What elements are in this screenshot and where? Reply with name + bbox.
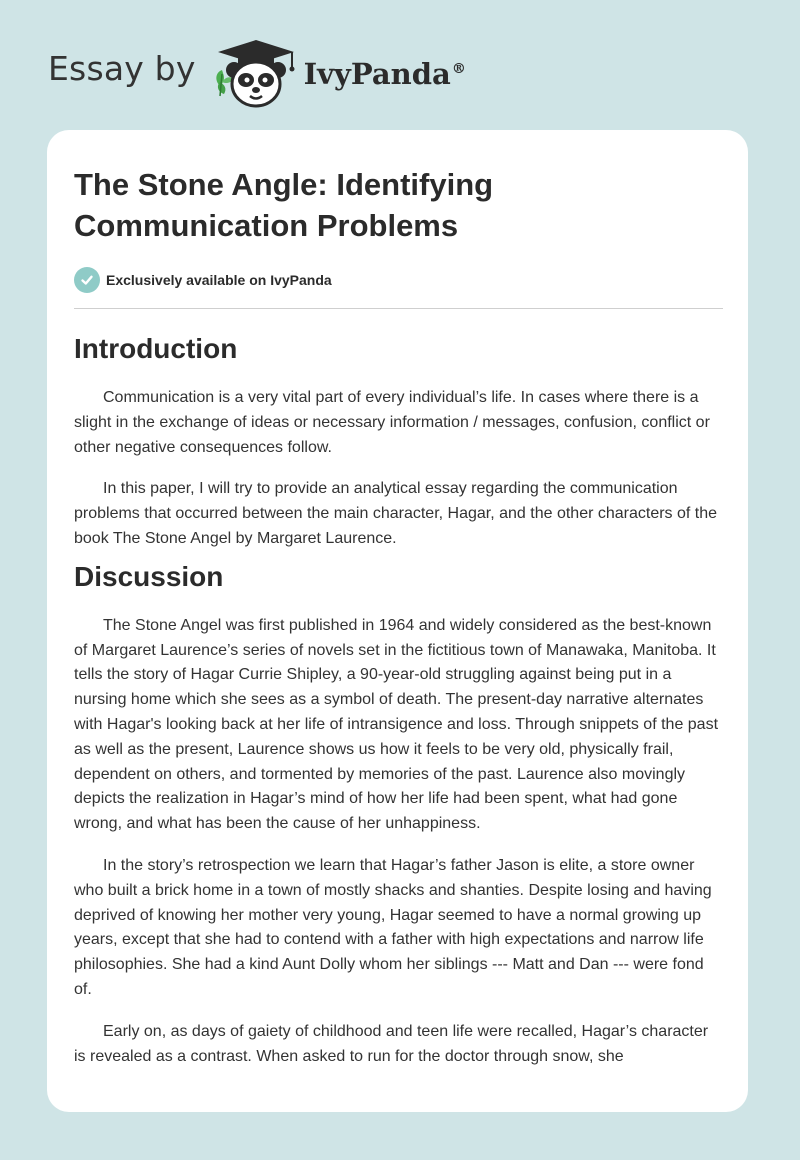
article-title: The Stone Angle: Identifying Communication Problems [74, 167, 494, 243]
trademark: ® [451, 61, 466, 77]
exclusive-label: Exclusively available on IvyPanda [106, 272, 332, 288]
article-card [47, 130, 748, 1112]
section-heading-discussion: Discussion [74, 560, 224, 592]
exclusive-badge [74, 266, 724, 294]
essay-by-label: Essay by [48, 48, 196, 88]
paragraph: The Stone Angel was first published in 1964 and widely considered as the best-known of Margaret Laurence’s series of novels set in the fictitious town of Manawaka, Manitoba. It tells the story of Hagar Currie Shipley, a 90-year-old struggling against being put in a nursing home which she sees as a symbol of death. The present-day narrative alternates with Hagar's looking back at her life of intransigence and loss. Through snippets of the past as well as the present, Laurence shows us how it feels to be very old, physically frail, dependent on others, and tormented by memories of the past. Laurence also movingly depicts the realization in Hagar’s mind of how her life had been spent, what had gone wrong, and what has been the cause of her unhappiness. [74, 616, 719, 833]
divider [74, 308, 723, 309]
panda-graduate-icon [210, 34, 302, 110]
brand-name[interactable]: IvyPanda® [303, 57, 466, 91]
paragraph: Communication is a very vital part of every individual’s life. In cases where there is a slight in the exchange of ideas or necessary information / messages, confusion, conflict or other negative consequences follow. [74, 389, 710, 456]
section-heading-introduction: Introduction [74, 333, 238, 364]
site-header [48, 34, 466, 110]
paragraph: Early on, as days of gaiety of childhood and teen life were recalled, Hagar’s character is revealed as a contrast. When asked to run for the doctor through snow, she [74, 1022, 709, 1065]
check-circle-icon [74, 267, 100, 293]
paragraph: In the story’s retrospection we learn that Hagar’s father Jason is elite, a store owner who built a brick home in a town of mostly shacks and shanties. Despite losing and having deprived of knowing her mother very young, Hagar seemed to have a normal growing up years, except that she had to contend with a father with high expectations and narrow life philosophies. She had a kind Aunt Dolly whom her siblings --- Matt and Dan --- were fond of. [74, 856, 712, 998]
paragraph: In this paper, I will try to provide an analytical essay regarding the communication problems that occurred between the main character, Hagar, and the other characters of the book The Stone Angel by Margaret Laurence. [74, 480, 718, 547]
